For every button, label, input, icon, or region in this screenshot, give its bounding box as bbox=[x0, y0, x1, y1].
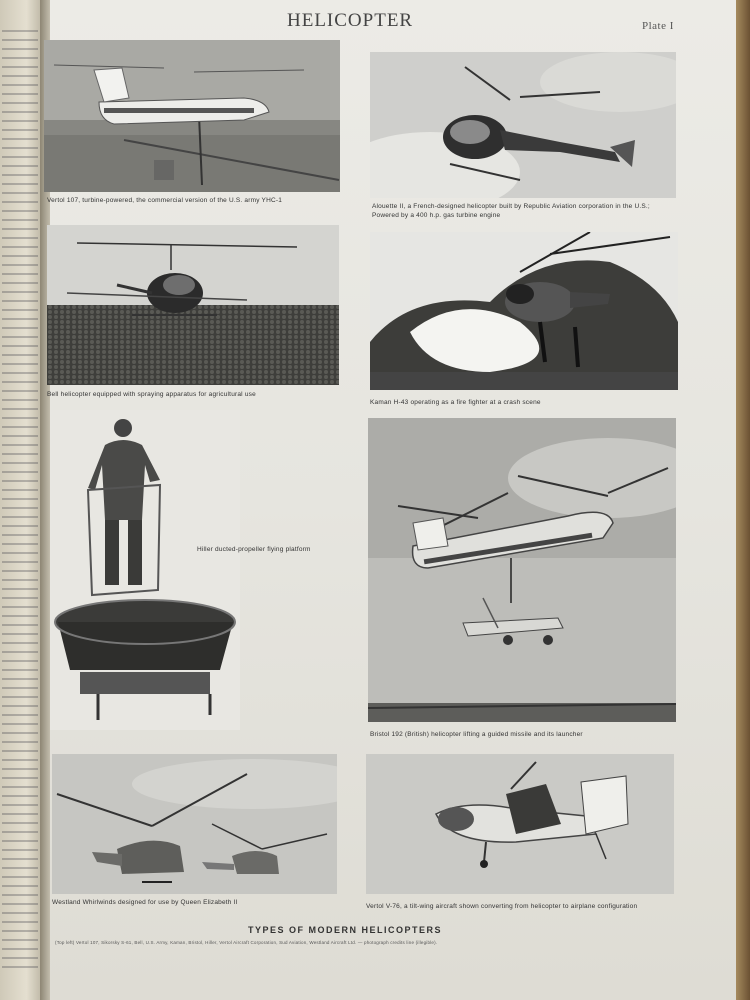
page-title: HELICOPTER bbox=[287, 10, 414, 31]
photo-alouette-ii bbox=[370, 52, 676, 198]
left-page-edge bbox=[0, 0, 44, 1000]
photo-vertol-v76 bbox=[366, 754, 674, 894]
book-cover-edge bbox=[736, 0, 750, 1000]
caption-vertol-v76: Vertol V-76, a tilt-wing aircraft shown converting from helicopter to airplane configuration bbox=[366, 903, 638, 910]
plate-heading: TYPES OF MODERN HELICOPTERS bbox=[248, 925, 443, 935]
caption-bell-agricultural: Bell helicopter equipped with spraying apparatus for agricultural use bbox=[47, 391, 256, 398]
photo-bell-agricultural bbox=[47, 225, 339, 385]
photo-vertol-107 bbox=[44, 40, 340, 192]
caption-hiller-platform: Hiller ducted-propeller flying platform bbox=[197, 546, 311, 553]
photo-bristol-192 bbox=[368, 418, 676, 722]
photo-kaman-h43 bbox=[370, 232, 678, 390]
caption-alouette-ii: Alouette II, a French-designed helicopter built by Republic Aviation corporation in the U.S.; Powered by a 400 h.p. gas turbine engine bbox=[372, 203, 650, 219]
caption-bristol-192: Bristol 192 (British) helicopter lifting a guided missile and its launcher bbox=[370, 731, 583, 738]
plate-label: Plate I bbox=[642, 20, 674, 32]
photo-credits: (Top left) Vertol 107, Sikorsky S-61, Bell, U.S. Army, Kaman, Bristol, Hiller, Vertol Aircraft Corporation, Sud Aviation, Westland Aircraft Ltd. — photograph credits line (illegible). bbox=[55, 940, 438, 945]
caption-westland-whirlwinds: Westland Whirlwinds designed for use by Queen Elizabeth II bbox=[52, 899, 238, 906]
photo-hiller-platform bbox=[50, 410, 240, 730]
caption-kaman-h43: Kaman H-43 operating as a fire fighter at a crash scene bbox=[370, 399, 541, 406]
photo-westland-whirlwinds bbox=[52, 754, 337, 894]
caption-vertol-107: Vertol 107, turbine-powered, the commercial version of the U.S. army YHC-1 bbox=[47, 197, 283, 204]
